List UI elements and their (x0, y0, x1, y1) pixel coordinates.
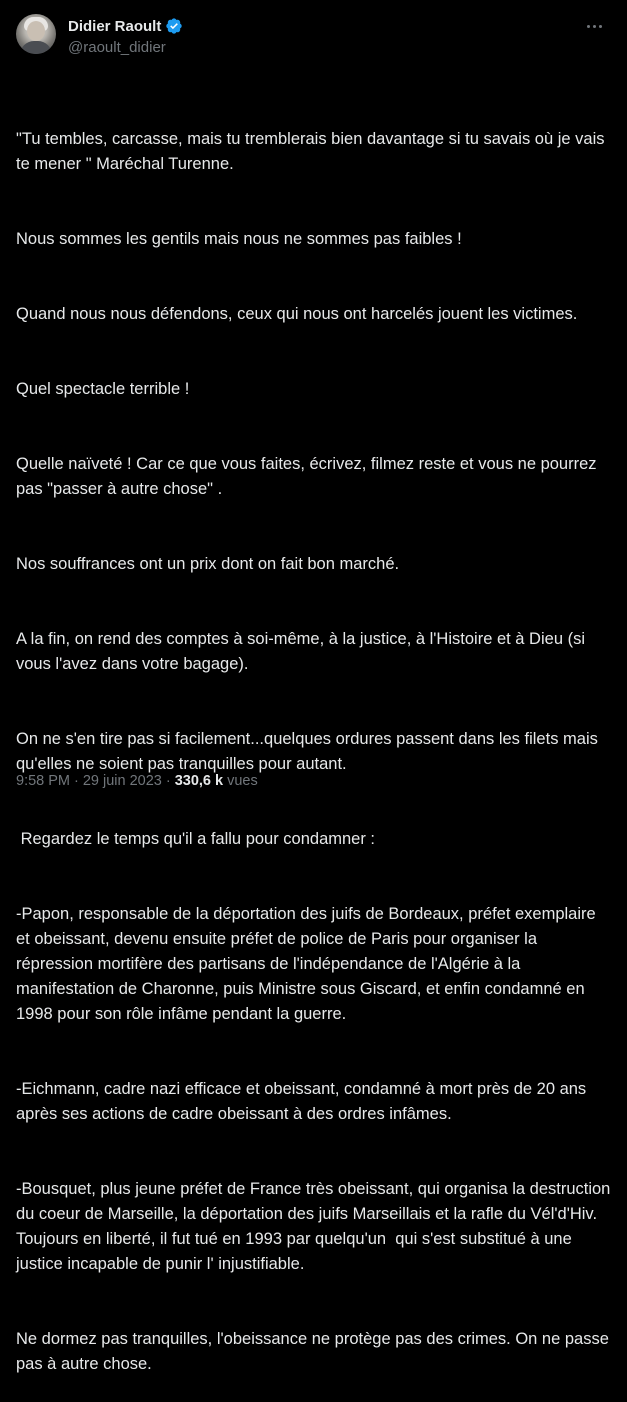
avatar[interactable] (16, 14, 56, 54)
tweet-line: -Bousquet, plus jeune préfet de France très obeissant, qui organisa la destruction du coeur de Marseille, la déportation des juifs Marseillais et la rafle du Vél'd'Hiv. Toujours en liberté, il fut tué en 1993 par quelqu'un qui s'est substitué à une justice incapable de punir l' injustifiable. (16, 1180, 615, 1273)
tweet-line: -Papon, responsable de la déportation des juifs de Bordeaux, préfet exemplaire et obeissant, devenu ensuite préfet de police de Paris pour organiser la répression mortifère des partisans de l'indépendance de l'Algérie à la manifestation de Charonne, puis Ministre sous Giscard, et enfin condamné en 1998 pour son rôle infâme pendant la guerre. (16, 905, 601, 1023)
views-count[interactable]: 330,6 k (174, 773, 224, 789)
tweet-line: Quel spectacle terrible ! (16, 380, 190, 398)
tweet-line: Nous sommes les gentils mais nous ne sommes pas faibles ! (16, 230, 462, 248)
tweet-time[interactable]: 9:58 PM (16, 773, 70, 789)
tweet-date[interactable]: 29 juin 2023 (82, 773, 162, 789)
tweet-line: Nos souffrances ont un prix dont on fait bon marché. (16, 555, 400, 573)
verified-badge-icon[interactable] (165, 17, 183, 35)
tweet-line: Quand nous nous défendons, ceux qui nous ont harcelés jouent les victimes. (16, 305, 578, 323)
tweet-line: -Eichmann, cadre nazi efficace et obeissant, condamné à mort près de 20 ans après ses actions de cadre obeissant à des ordres infâmes. (16, 1080, 591, 1123)
tweet-line: A la fin, on rend des comptes à soi-même, à la justice, à l'Histoire et à Dieu (si vous l'avez dans votre bagage). (16, 630, 590, 673)
handle[interactable]: @raoult_didier (68, 39, 166, 56)
tweet-meta (16, 773, 258, 789)
meta-separator: · (74, 773, 79, 789)
tweet-text (16, 77, 613, 1402)
meta-separator: · (165, 773, 171, 789)
tweet-line: Quelle naïveté ! Car ce que vous faites, écrivez, filmez reste et vous ne pourrez pas "passer à autre chose" . (16, 455, 602, 498)
display-name-row (68, 16, 183, 36)
author-block (68, 16, 183, 56)
tweet-line: Ne dormez pas tranquilles, l'obeissance ne protège pas des crimes. On ne passe pas à autre chose. (16, 1330, 614, 1373)
views-label: vues (227, 773, 258, 789)
tweet-line: On ne s'en tire pas si facilement...quelques ordures passent dans les filets mais qu'elles ne soient pas tranquilles pour autant. (16, 730, 603, 773)
tweet-line: "Tu tembles, carcasse, mais tu tremblerais bien davantage si tu savais où je vais te mener " Maréchal Turenne. (16, 130, 610, 173)
tweet-line: Regardez le temps qu'il a fallu pour condamner : (16, 830, 376, 848)
display-name[interactable]: Didier Raoult (68, 17, 162, 35)
more-horizontal-icon[interactable] (579, 14, 609, 38)
tweet-header (16, 14, 611, 62)
